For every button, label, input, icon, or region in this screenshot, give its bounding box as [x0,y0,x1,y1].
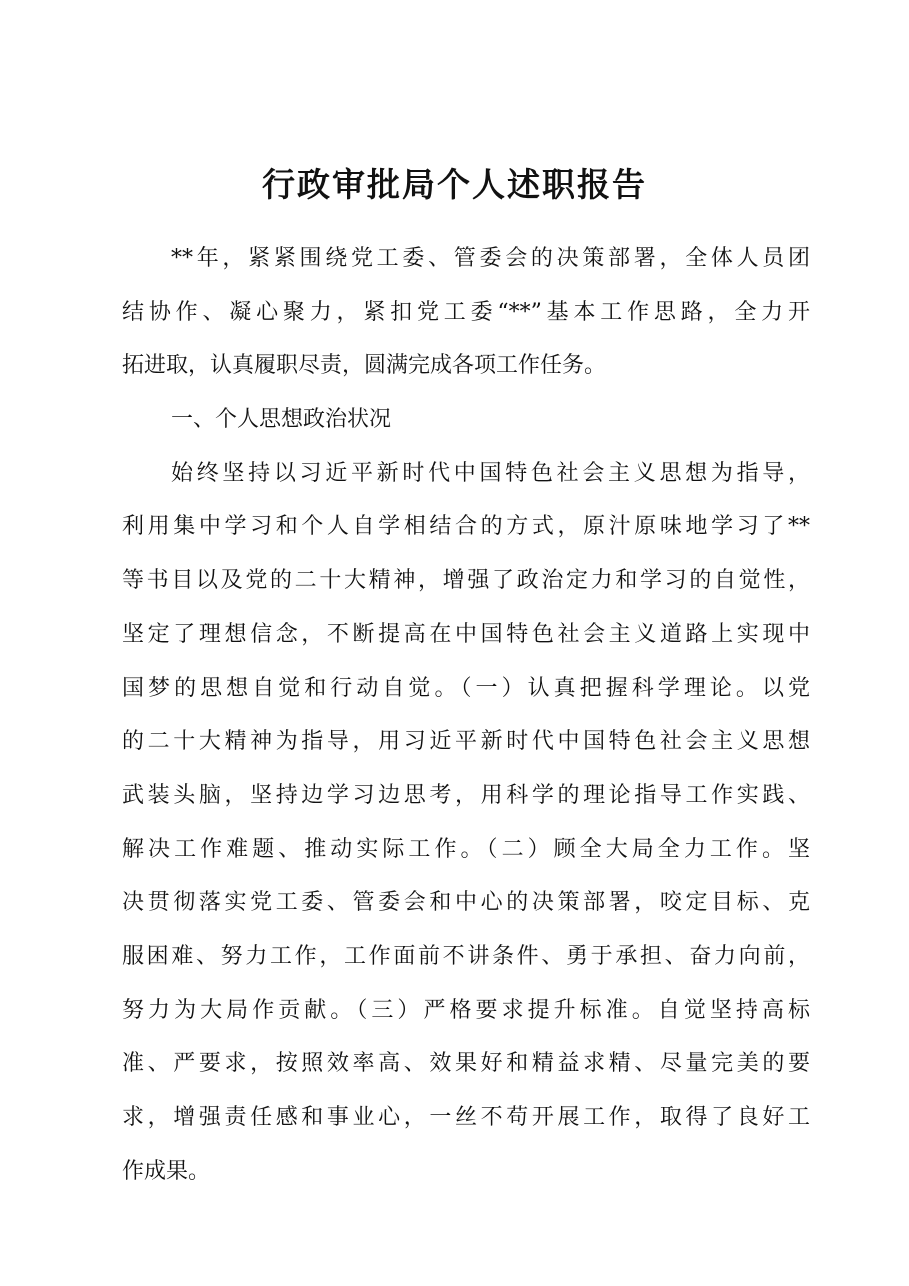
document-body [122,232,810,1198]
paragraph-line: 拓进取，认真履职尽责，圆满完成各项工作任务。 [122,353,607,379]
paragraph-line: 准、严要求，按照效率高、效果好和精益求精、尽量完美的要 [122,1051,810,1077]
paragraph-line: 努力为大局作贡献。（三）严格要求提升标准。自觉坚持高标 [122,997,810,1023]
paragraph-line: 坚定了理想信念，不断提高在中国特色社会主义道路上实现中 [122,621,810,647]
paragraph-line: **年，紧紧围绕党工委、管委会的决策部署，全体人员团 [171,246,810,271]
paragraph-line: 国梦的思想自觉和行动自觉。（一）认真把握科学理论。以党 [122,675,810,701]
paragraph-line: 求，增强责任感和事业心，一丝不苟开展工作，取得了良好工 [122,1105,810,1130]
section-heading: 一、个人思想政治状况 [171,407,392,433]
paragraph-line: 等书目以及党的二十大精神，增强了政治定力和学习的自觉性， [122,568,810,594]
paragraph-line: 始终坚持以习近平新时代中国特色社会主义思想为指导， [171,460,810,486]
paragraph-line: 作成果。 [122,1158,211,1184]
paragraph-line: 决贯彻落实党工委、管委会和中心的决策部署，咬定目标、克 [122,890,810,916]
paragraph-line: 服困难、努力工作，工作面前不讲条件、勇于承担、奋力向前， [122,943,810,969]
paragraph-line: 的二十大精神为指导，用习近平新时代中国特色社会主义思想 [122,729,810,755]
paragraph-line: 解决工作难题、推动实际工作。（二）顾全大局全力工作。坚 [122,836,810,862]
document-title: 行政审批局个人述职报告 [262,165,647,204]
paragraph-line: 结协作、凝心聚力，紧扣党工委“**”基本工作思路，全力开 [122,299,810,325]
paragraph-line: 武装头脑，坚持边学习边思考，用科学的理论指导工作实践、 [122,782,810,808]
paragraph-line: 利用集中学习和个人自学相结合的方式，原汁原味地学习了** [122,514,810,540]
